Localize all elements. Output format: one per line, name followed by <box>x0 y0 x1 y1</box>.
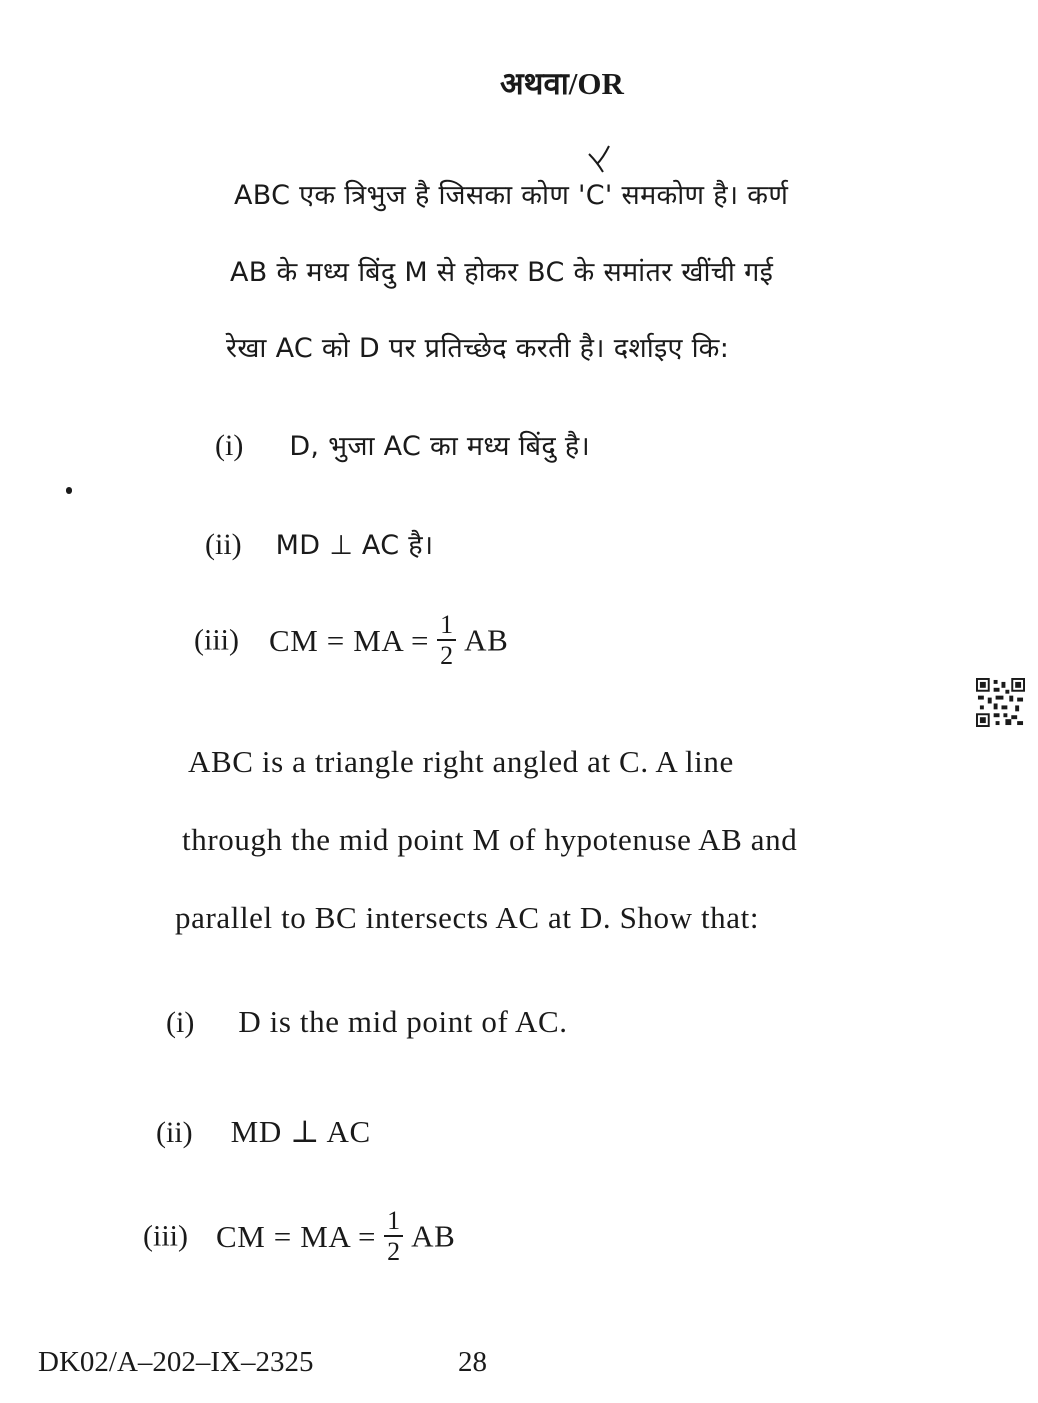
item-text: D, भुजा AC का मध्य बिंदु है। <box>289 431 591 462</box>
pen-tick-mark <box>585 140 615 176</box>
qr-code-icon <box>976 678 1025 727</box>
hindi-item-1 <box>215 426 590 463</box>
fraction-numerator: 1 <box>384 1208 403 1237</box>
hindi-question-line-1: ABC एक त्रिभुज है जिसका कोण 'C' समकोण है। कर्ण <box>234 180 789 211</box>
item-text: MD ⊥ AC <box>230 1114 371 1149</box>
item-number: (i) <box>166 1006 195 1039</box>
equation-left: CM = MA = <box>269 622 430 658</box>
margin-dot <box>66 487 72 494</box>
item-number: (i) <box>215 429 244 462</box>
english-question-line-3: parallel to BC intersects AC at D. Show that: <box>175 900 760 935</box>
fraction <box>384 1208 403 1265</box>
hindi-question-line-3: रेखा AC को D पर प्रतिच्छेद करती है। दर्शाइए कि: <box>226 333 730 364</box>
item-number: (ii) <box>205 528 242 561</box>
english-question-line-1: ABC is a triangle right angled at C. A line <box>188 744 734 779</box>
item-text: MD ⊥ AC है। <box>275 530 434 561</box>
english-question-line-2: through the mid point M of hypotenuse AB and <box>182 822 798 857</box>
equation-right: AB <box>464 622 509 658</box>
fraction-denominator: 2 <box>387 1237 401 1266</box>
hindi-item-3 <box>194 612 508 669</box>
english-item-1 <box>166 1004 568 1040</box>
fraction-denominator: 2 <box>440 641 454 670</box>
english-item-2 <box>156 1114 371 1150</box>
equation-left: CM = MA = <box>216 1218 377 1254</box>
item-text: D is the mid point of AC. <box>238 1004 568 1039</box>
hindi-question-line-2: AB के मध्य बिंदु M से होकर BC के समांतर खींची गई <box>230 257 774 288</box>
fraction <box>437 612 456 669</box>
item-number: (ii) <box>156 1116 193 1149</box>
page-number: 28 <box>458 1346 487 1378</box>
equation-right: AB <box>411 1218 456 1254</box>
hindi-item-2 <box>205 525 433 562</box>
footer-code: DK02/A–202–IX–2325 <box>38 1346 314 1378</box>
item-number: (iii) <box>194 623 239 657</box>
item-number: (iii) <box>143 1219 188 1253</box>
english-item-3 <box>143 1208 455 1265</box>
fraction-numerator: 1 <box>437 612 456 641</box>
heading: अथवा/OR <box>500 66 624 101</box>
